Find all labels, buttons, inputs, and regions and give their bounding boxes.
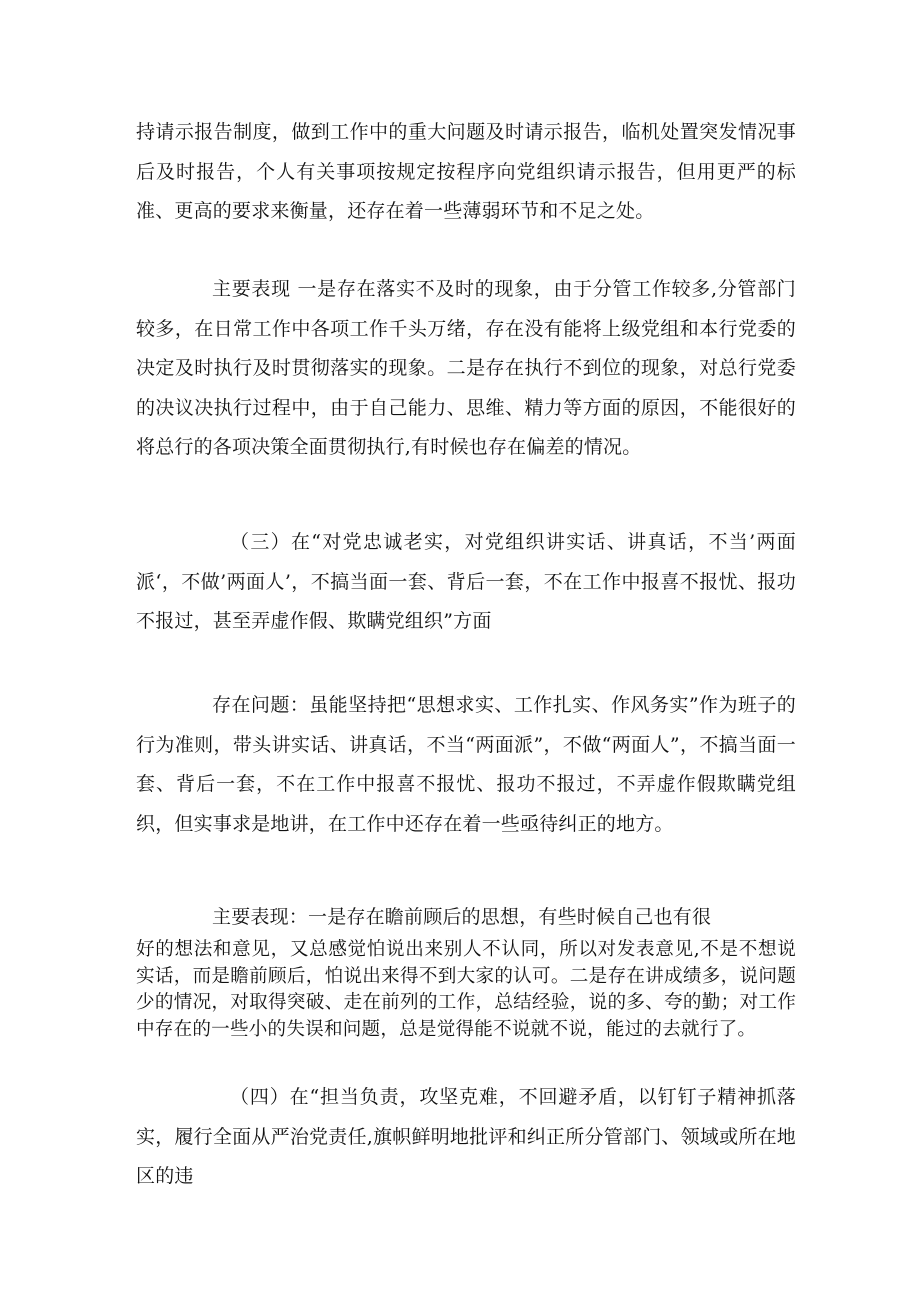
section-heading-4: （四）在“担当负责，攻坚克难，不回避矛盾，以钉钉子精神抓落实，履行全面从严治党责任,旗帜鲜明地批评和纠正所分管部门、领域或所在地区的违 xyxy=(136,1086,796,1187)
paragraph-main-manifestation-2-start: 主要表现：一是存在瞻前顾后的思想，有些时候自己也有很 xyxy=(212,906,712,928)
paragraph-main-manifestation-2-body: 好的想法和意见，又总感觉怕说出来别人不认同，所以对发表意见,不是不想说实话，而是瞻前顾后，怕说出来得不到大家的认可。二是存在讲成绩多，说问题少的情况，对取得突破、走在前列的工作，总结经验，说的多、夸的勤；对工作中存在的一些小的失误和问题，总是觉得能不说就不说，能过的去就行了。 xyxy=(136,939,796,1040)
paragraph-existing-problems: 存在问题：虽能坚持把“思想求实、工作扎实、作风务实”作为班子的行为准则，带头讲实话、讲真话，不当“两面派”，不做“两面人”，不搞当面一套、背后一套，不在工作中报喜不报忧、报功不报过，不弄虚作假欺瞒党组织，但实事求是地讲，在工作中还存在着一些亟待纠正的地方。 xyxy=(136,694,796,835)
section-heading-3: （三）在“对党忠诚老实，对党组织讲实话、讲真话，不当’两面派‘，不做’两面人’，不搞当面一套、背后一套，不在工作中报喜不报忧、报功不报过，甚至弄虚作假、欺瞒党组织”方面 xyxy=(136,531,796,632)
paragraph-main-manifestation-1: 主要表现 一是存在落实不及时的现象，由于分管工作较多,分管部门较多，在日常工作中各项工作千头万绪，存在没有能将上级党组和本行党委的决定及时执行及时贯彻落实的现象。二是存在执行不到位的现象，对总行党委的决议决执行过程中，由于自己能力、思维、精力等方面的原因，不能很好的将总行的各项决策全面贯彻执行,有时候也存在偏差的情况。 xyxy=(136,278,796,458)
paragraph-reporting-system: 持请示报告制度，做到工作中的重大问题及时请示报告，临机处置突发情况事后及时报告，个人有关事项按规定按程序向党组织请示报告，但用更严的标准、更高的要求来衡量，还存在着一些薄弱环节和不足之处。 xyxy=(136,121,796,222)
